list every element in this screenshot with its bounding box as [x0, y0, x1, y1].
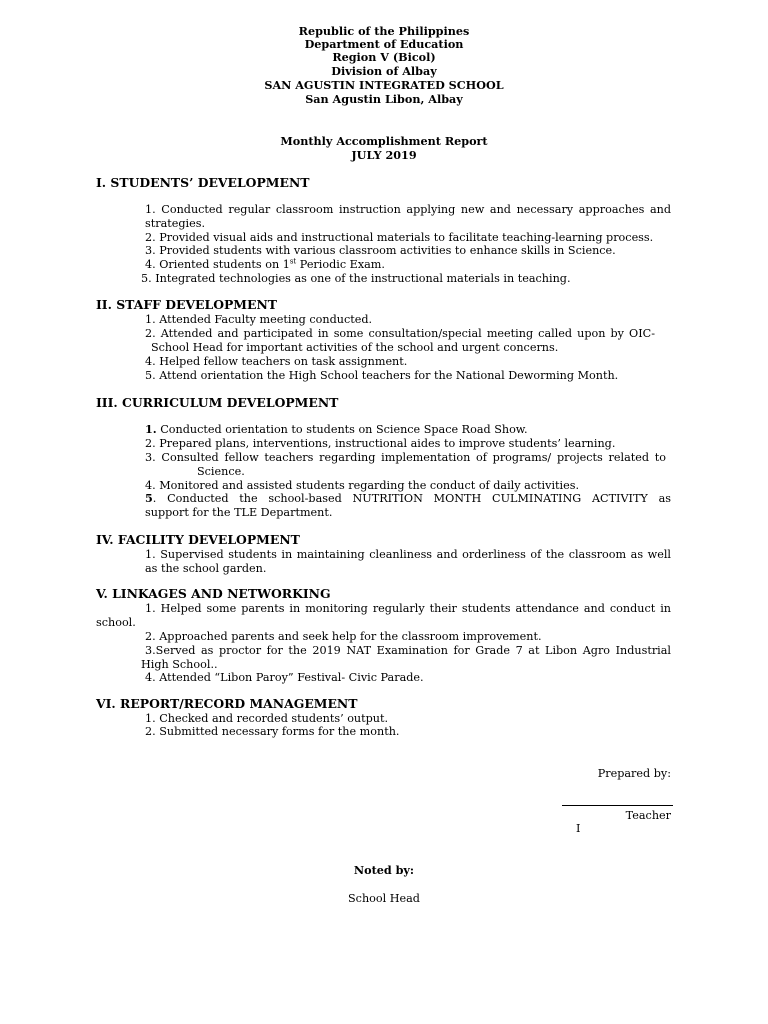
- list-item: strategies.: [145, 217, 206, 230]
- list-item: 3. Consulted fellow teachers regarding implementation of programs/ projects related to: [145, 451, 666, 464]
- school-head-label: School Head: [348, 892, 420, 905]
- noted-by-label: Noted by:: [353, 863, 415, 877]
- section-heading-students: I. STUDENTS’ DEVELOPMENT: [96, 175, 310, 190]
- header-region: Region V (Bicol): [332, 50, 436, 64]
- section-heading-staff: II. STAFF DEVELOPMENT: [96, 297, 278, 312]
- header-school-address: San Agustin Libon, Albay: [305, 92, 463, 106]
- header-republic: Republic of the Philippines: [298, 24, 470, 38]
- section-heading-linkages: V. LINKAGES AND NETWORKING: [96, 586, 331, 601]
- section-heading-records: VI. REPORT/RECORD MANAGEMENT: [96, 696, 358, 711]
- list-item: 1. Checked and recorded students’ output.: [145, 712, 389, 725]
- teacher-label: Teacher: [625, 809, 671, 822]
- list-item: 4. Oriented students on 1st Periodic Exam.: [145, 257, 385, 271]
- list-item: 1. Supervised students in maintaining cleanliness and orderliness of the classroom as well: [145, 548, 671, 561]
- section-heading-facility: IV. FACILITY DEVELOPMENT: [96, 532, 300, 547]
- header-department: Department of Education: [304, 37, 464, 51]
- list-item: 2. Submitted necessary forms for the month.: [145, 725, 400, 738]
- list-item: High School..: [141, 658, 218, 671]
- signature-line: [562, 805, 673, 806]
- list-item: 2. Approached parents and seek help for the classroom improvement.: [145, 630, 542, 643]
- header-school-name: SAN AGUSTIN INTEGRATED SCHOOL: [264, 78, 504, 92]
- list-item: 2. Provided visual aids and instructional materials to facilitate teaching-learning process.: [145, 231, 654, 244]
- list-item: 1. Helped some parents in monitoring regularly their students attendance and conduct in: [145, 602, 671, 615]
- list-item: support for the TLE Department.: [145, 506, 333, 519]
- list-item: 1. Conducted regular classroom instruction applying new and necessary approaches and: [145, 203, 671, 216]
- report-title: Monthly Accomplishment Report: [280, 134, 488, 148]
- header-division: Division of Albay: [331, 64, 437, 78]
- list-item: 5. Attend orientation the High School teachers for the National Deworming Month.: [145, 369, 619, 382]
- list-item: 1. Conducted orientation to students on Science Space Road Show.: [145, 422, 528, 436]
- list-item: School Head for important activities of the school and urgent concerns.: [151, 341, 559, 354]
- list-item: 5. Conducted the school-based NUTRITION MONTH CULMINATING ACTIVITY as: [145, 491, 671, 505]
- list-item: 2. Attended and participated in some consultation/special meeting called upon by OIC-: [145, 327, 655, 340]
- prepared-by-label: Prepared by:: [597, 767, 671, 780]
- list-item: school.: [96, 616, 136, 629]
- list-item: 3. Provided students with various classroom activities to enhance skills in Science.: [145, 244, 616, 257]
- list-item: 1. Attended Faculty meeting conducted.: [145, 313, 373, 326]
- list-item: 4. Attended “Libon Paroy” Festival- Civic Parade.: [145, 671, 424, 684]
- list-item: Science.: [197, 465, 245, 478]
- list-item: as the school garden.: [145, 562, 267, 575]
- report-period: JULY 2019: [351, 148, 417, 162]
- list-item: 3.Served as proctor for the 2019 NAT Examination for Grade 7 at Libon Agro Industrial: [145, 644, 671, 657]
- list-item: 4. Helped fellow teachers on task assignment.: [145, 355, 408, 368]
- list-item: 5. Integrated technologies as one of the instructional materials in teaching.: [141, 272, 571, 285]
- section-heading-curriculum: III. CURRICULUM DEVELOPMENT: [96, 395, 339, 410]
- list-item: 2. Prepared plans, interventions, instructional aides to improve students’ learning.: [145, 437, 616, 450]
- stray-mark: I: [576, 822, 581, 835]
- list-item: 4. Monitored and assisted students regarding the conduct of daily activities.: [145, 479, 580, 492]
